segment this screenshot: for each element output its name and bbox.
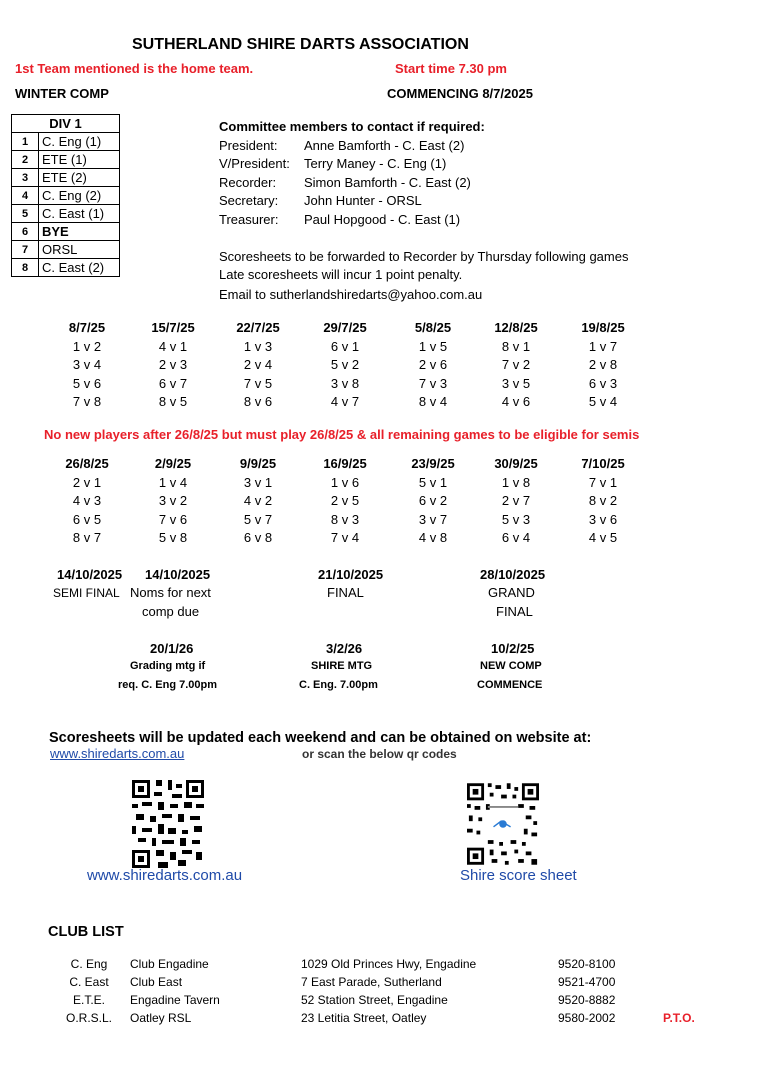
committee-name: Terry Maney - C. Eng (1) xyxy=(304,156,447,171)
committee-heading: Committee members to contact if required: xyxy=(219,119,485,134)
website-link[interactable]: www.shiredarts.com.au xyxy=(50,746,185,761)
club-row: O.R.S.L. Oatley RSL 23 Letitia Street, Oatley 9580-2002 P.T.O. xyxy=(65,1011,695,1025)
noms-line1: Noms for next xyxy=(130,585,211,600)
grand-final-line2: FINAL xyxy=(496,604,533,619)
meeting-date: 3/2/26 xyxy=(326,641,363,656)
final-label: FINAL xyxy=(327,585,364,600)
committee-role: Recorder: xyxy=(219,175,277,190)
meeting-line1: SHIRE MTG xyxy=(311,660,373,672)
noms-line2: comp due xyxy=(142,604,200,619)
team-row: 8 C. East (2) xyxy=(12,259,120,277)
qr-code-score-sheet[interactable] xyxy=(467,780,539,868)
round-column: 29/7/25 6 v 1 5 v 2 3 v 8 4 v 7 xyxy=(323,320,367,409)
club-list-heading: CLUB LIST xyxy=(48,924,124,940)
round-column: 5/8/25 1 v 5 2 v 6 7 v 3 8 v 4 xyxy=(414,320,452,409)
round-column: 16/9/25 1 v 6 2 v 5 8 v 3 7 v 4 xyxy=(323,456,367,545)
team-row: 6 BYE xyxy=(12,223,120,241)
semi-final-date: 14/10/2025 xyxy=(57,567,123,582)
committee-name: Simon Bamforth - C. East (2) xyxy=(304,175,471,190)
round-column: 19/8/25 1 v 7 2 v 8 6 v 3 5 v 4 xyxy=(581,320,625,409)
round-column: 9/9/25 3 v 1 4 v 2 5 v 7 6 v 8 xyxy=(239,456,277,545)
commencing-date: COMMENCING 8/7/2025 xyxy=(387,86,533,101)
division-table xyxy=(11,114,120,277)
committee-role: Treasurer: xyxy=(219,212,279,227)
committee-role: Secretary: xyxy=(219,193,279,208)
meeting-date: 20/1/26 xyxy=(150,641,194,656)
start-time: Start time 7.30 pm xyxy=(395,61,507,76)
committee-name: Anne Bamforth - C. East (2) xyxy=(304,138,465,153)
meeting-line1: NEW COMP xyxy=(480,660,542,672)
round-column: 22/7/25 1 v 3 2 v 4 7 v 5 8 v 6 xyxy=(236,320,280,409)
pto-label: P.T.O. xyxy=(663,1011,695,1025)
meeting-line2: req. C. Eng 7.00pm xyxy=(118,679,218,691)
committee-name: John Hunter - ORSL xyxy=(304,193,422,208)
qr2-caption: Shire score sheet xyxy=(460,867,577,884)
qr1-caption[interactable]: www.shiredarts.com.au xyxy=(87,867,243,884)
club-row: C. East Club East 7 East Parade, Sutherland 9521-4700 xyxy=(69,975,616,989)
semi-final-label: SEMI FINAL xyxy=(53,586,120,600)
round-column: 12/8/25 8 v 1 7 v 2 3 v 5 4 v 6 xyxy=(494,320,538,409)
scoresheets-headline: Scoresheets will be updated each weekend and can be obtained on website at: xyxy=(49,730,592,746)
meeting-line2: C. Eng. 7.00pm xyxy=(299,679,378,691)
meeting-line2: COMMENCE xyxy=(477,679,543,691)
qr-note: or scan the below qr codes xyxy=(302,747,457,761)
round-column: 2/9/25 1 v 4 3 v 2 7 v 6 5 v 8 xyxy=(154,456,192,545)
committee-role: V/President: xyxy=(219,156,290,171)
round-column: 8/7/25 1 v 2 3 v 4 5 v 6 7 v 8 xyxy=(68,320,106,409)
club-row: E.T.E. Engadine Tavern 52 Station Street, Engadine 9520-8882 xyxy=(72,993,616,1007)
scoresheet-note: Scoresheets to be forwarded to Recorder by Thursday following games xyxy=(219,249,629,264)
qr-code-website[interactable] xyxy=(132,780,204,868)
round-column: 26/8/25 2 v 1 4 v 3 6 v 5 8 v 7 xyxy=(65,456,109,545)
noms-date: 14/10/2025 xyxy=(145,567,211,582)
round-column: 30/9/25 1 v 8 2 v 7 5 v 3 6 v 4 xyxy=(494,456,538,545)
grand-final-date: 28/10/2025 xyxy=(480,567,546,582)
team-row: 5 C. East (1) xyxy=(12,205,120,223)
club-row: C. Eng Club Engadine 1029 Old Princes Hwy, Engadine 9520-8100 xyxy=(70,957,616,971)
division-title: DIV 1 xyxy=(12,115,120,133)
final-date: 21/10/2025 xyxy=(318,567,384,582)
round-column: 15/7/25 4 v 1 2 v 3 6 v 7 8 v 5 xyxy=(151,320,195,409)
team-row: 7 ORSL xyxy=(12,241,120,259)
meeting-line1: Grading mtg if xyxy=(130,660,206,672)
committee-role: President: xyxy=(219,138,278,153)
round-column: 7/10/25 7 v 1 8 v 2 3 v 6 4 v 5 xyxy=(581,456,625,545)
email-note: Email to sutherlandshiredarts@yahoo.com.au xyxy=(219,287,483,302)
round-column: 23/9/25 5 v 1 6 v 2 3 v 7 4 v 8 xyxy=(411,456,455,545)
grand-final-line1: GRAND xyxy=(488,585,535,600)
meeting-date: 10/2/25 xyxy=(491,641,535,656)
team-row: 2 ETE (1) xyxy=(12,151,120,169)
comp-name: WINTER COMP xyxy=(15,86,109,101)
committee-name: Paul Hopgood - C. East (1) xyxy=(304,212,461,227)
team-row: 1 C. Eng (1) xyxy=(12,133,120,151)
penalty-note: Late scoresheets will incur 1 point penalty. xyxy=(219,267,463,282)
team-row: 4 C. Eng (2) xyxy=(12,187,120,205)
home-team-note: 1st Team mentioned is the home team. xyxy=(15,61,254,76)
new-players-note: No new players after 26/8/25 but must play 26/8/25 & all remaining games to be eligible for semis xyxy=(44,427,640,442)
page-title: SUTHERLAND SHIRE DARTS ASSOCIATION xyxy=(132,36,469,53)
team-row: 3 ETE (2) xyxy=(12,169,120,187)
club-table xyxy=(48,955,695,1027)
